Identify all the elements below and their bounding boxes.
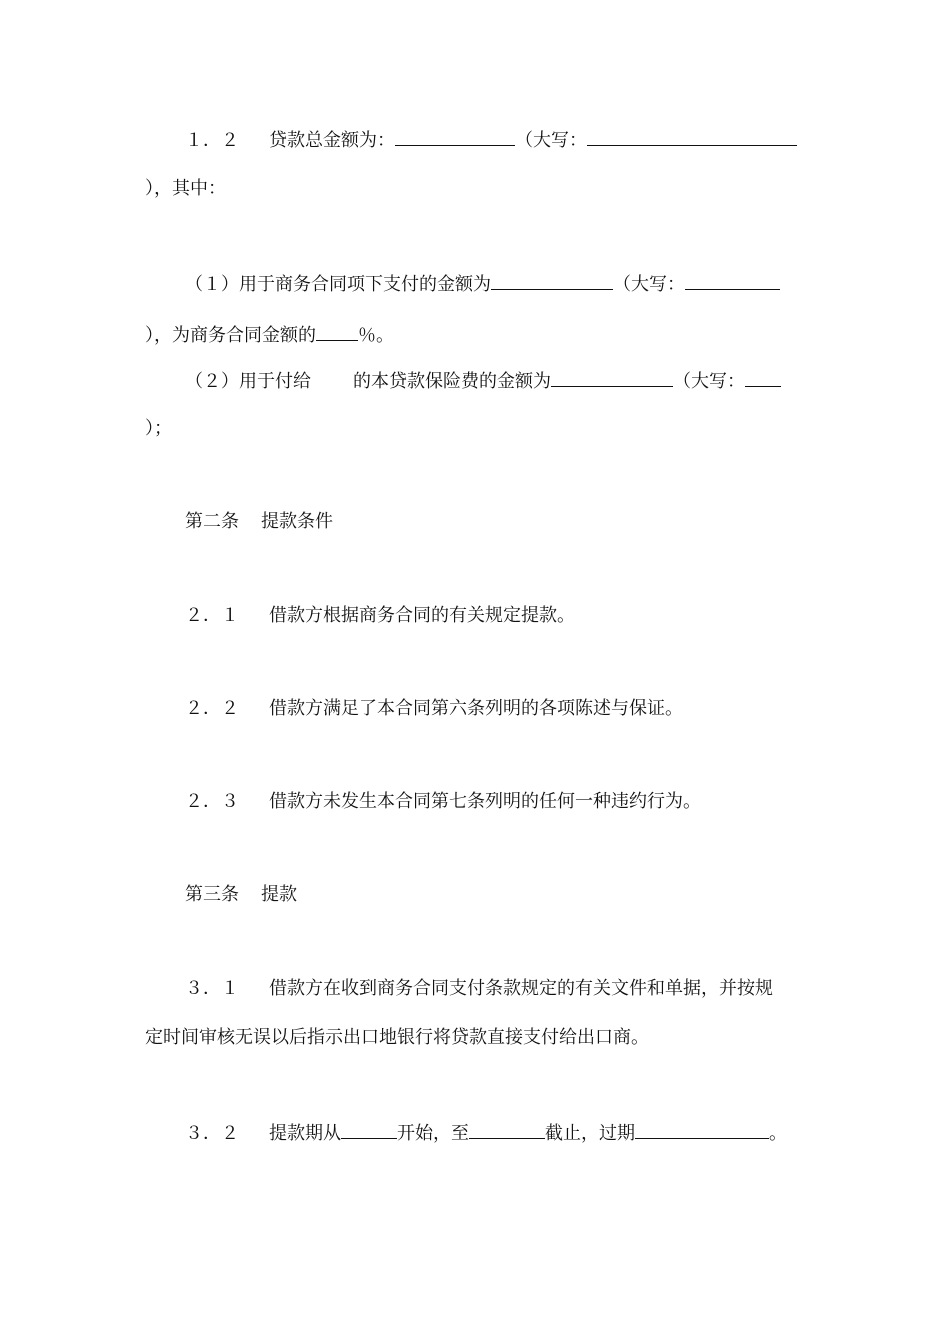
article-subtitle: 提款条件 <box>261 511 333 532</box>
article-title: 第三条 <box>185 884 239 905</box>
clause-text: 借款方未发生本合同第七条列明的任何一种违约行为。 <box>269 791 701 812</box>
uppercase-label: （大写： <box>673 371 745 392</box>
overdue-blank <box>635 1120 769 1139</box>
clause-1-2-line-1 <box>185 127 797 153</box>
clause-end: 。 <box>769 1123 787 1144</box>
percent-blank <box>316 322 358 341</box>
article-3-heading <box>185 883 297 907</box>
item-text-b: 的本贷款保险费的金额为 <box>353 371 551 392</box>
total-amount-blank <box>395 127 515 146</box>
clause-text: 借款方根据商务合同的有关规定提款。 <box>269 605 575 626</box>
clause-number: ３．２ <box>185 1123 239 1144</box>
item-1-line-2 <box>145 322 394 348</box>
clause-number: ３．１ <box>185 978 239 999</box>
clause-1-2-line-2 <box>145 177 226 201</box>
item-text: （１）用于商务合同项下支付的金额为 <box>185 274 491 295</box>
clause-3-1-line-2 <box>145 1026 649 1050</box>
clause-number: ２．３ <box>185 791 239 812</box>
clause-number: ２．２ <box>185 698 239 719</box>
percent-sign: ％。 <box>358 325 394 346</box>
clause-number: ２．１ <box>185 605 239 626</box>
clause-text-cont: 定时间审核无误以后指示出口地银行将贷款直接支付给出口商。 <box>145 1027 649 1048</box>
clause-3-2 <box>185 1120 787 1146</box>
insurance-fee-blank <box>551 368 673 387</box>
insurance-fee-uppercase-blank <box>745 368 781 387</box>
article-title: 第二条 <box>185 511 239 532</box>
clause-text-c: 截止，过期 <box>545 1123 635 1144</box>
item-1-line-1 <box>185 271 780 297</box>
item-text-a: （２）用于付给 <box>185 371 311 392</box>
clause-text-close: ），其中： <box>145 178 226 199</box>
article-2-heading <box>185 510 333 534</box>
clause-3-1-line-1 <box>185 977 773 1001</box>
clause-text: 借款方满足了本合同第六条列明的各项陈述与保证。 <box>269 698 683 719</box>
clause-number: １．２ <box>185 130 239 151</box>
clause-text: 贷款总金额为： <box>269 130 395 151</box>
end-date-blank <box>469 1120 545 1139</box>
start-date-blank <box>341 1120 397 1139</box>
item-close: ）； <box>145 418 172 439</box>
clause-2-1 <box>185 604 575 628</box>
uppercase-label: （大写： <box>613 274 685 295</box>
item-close-text: ），为商务合同金额的 <box>145 325 316 346</box>
total-amount-uppercase-blank <box>587 127 797 146</box>
item-2-line-1 <box>185 368 781 394</box>
contract-payment-blank <box>491 271 613 290</box>
article-subtitle: 提款 <box>261 884 297 905</box>
clause-text: 借款方在收到商务合同支付条款规定的有关文件和单据，并按规 <box>269 978 773 999</box>
contract-payment-uppercase-blank <box>685 271 780 290</box>
clause-text-a: 提款期从 <box>269 1123 341 1144</box>
clause-text-b: 开始，至 <box>397 1123 469 1144</box>
item-2-line-2 <box>145 417 172 441</box>
uppercase-label: （大写： <box>515 130 587 151</box>
clause-2-3 <box>185 790 701 814</box>
clause-2-2 <box>185 697 683 721</box>
